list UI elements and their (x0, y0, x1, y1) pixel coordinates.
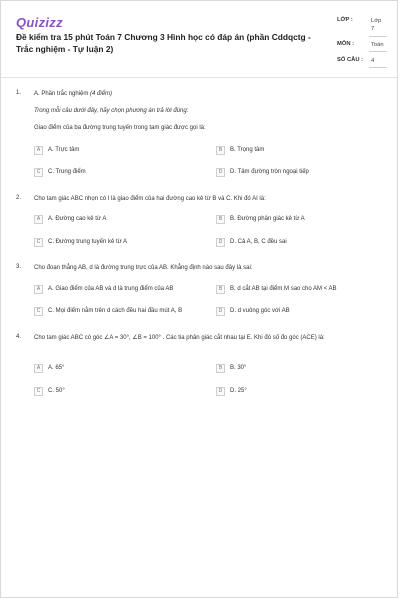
question-text: Cho tam giác ABC nhọn có I là giao điểm của hai đường cao kẻ từ B và C. Khi đó AI là: (34, 196, 266, 202)
option-key: A (34, 215, 43, 224)
option-b[interactable] (216, 213, 391, 225)
option-c[interactable] (34, 236, 209, 248)
meta-subject-value: Toán (371, 42, 384, 48)
option-c[interactable] (34, 305, 209, 317)
option-b[interactable] (216, 144, 391, 156)
option-a[interactable] (34, 362, 209, 374)
option-d[interactable] (216, 236, 391, 248)
section-note: (4 điểm) (90, 91, 113, 97)
meta-class-line (369, 36, 387, 37)
question-text: Cho tam giác ABC có góc ∠A = 30°, ∠B = 100° . Các tia phân giác cắt nhau tại E. Khi đó số đo góc (ACE) là: (34, 335, 325, 341)
meta-subject-label: MÔN : (337, 41, 355, 47)
question-number: 3. (16, 264, 22, 270)
meta-count-line (369, 67, 387, 68)
option-key: D (216, 168, 225, 177)
option-d[interactable] (216, 166, 391, 178)
option-key: C (34, 387, 43, 396)
question-text: Giao điểm của ba đường trung tuyến trong tam giác được gọi là: (34, 125, 206, 131)
section-heading (34, 90, 386, 99)
option-key: B (216, 364, 225, 373)
option-text: A. 65° (48, 365, 65, 371)
option-text: C. Mọi điểm nằm trên d cách đều hai đầu mút A, B (48, 308, 183, 314)
option-key: B (216, 146, 225, 155)
question-number: 1. (16, 90, 22, 96)
meta-count-value: 4 (371, 58, 375, 64)
option-key: D (216, 238, 225, 247)
option-text: A. Giao điểm của AB và d là trung điểm của AB (48, 286, 174, 292)
option-key: B (216, 285, 225, 294)
option-text: C. Đường trung tuyến kẻ từ A (48, 239, 128, 245)
option-key: A (34, 364, 43, 373)
option-c[interactable] (34, 385, 209, 397)
option-text: B. 30° (230, 365, 247, 371)
option-c[interactable] (34, 166, 209, 178)
question-text: Cho đoạn thẳng AB, d là đường trung trực của AB. Khẳng định nào sau đây là sai: (34, 265, 253, 271)
worksheet-header (1, 1, 397, 73)
question-number: 2. (16, 195, 22, 201)
option-text: D. Cả A, B, C đều sai (230, 239, 287, 245)
option-key: C (34, 168, 43, 177)
option-text: A. Trực tâm (48, 147, 80, 153)
meta-count-label: SỐ CÂU : (337, 57, 364, 63)
option-key: A (34, 146, 43, 155)
meta-class-value: Lớp 7 (371, 18, 382, 32)
question-number: 4. (16, 334, 22, 340)
meta-class-label: LỚP : (337, 17, 353, 23)
option-b[interactable] (216, 362, 391, 374)
option-key: D (216, 307, 225, 316)
option-text: B. Trọng tâm (230, 147, 265, 153)
option-text: B. Đường phân giác kẻ từ A (230, 216, 305, 222)
option-text: C. 50° (48, 388, 65, 394)
option-text: D. d vuông góc với AB (230, 308, 290, 314)
option-a[interactable] (34, 144, 209, 156)
option-key: A (34, 285, 43, 294)
option-key: C (34, 238, 43, 247)
meta-subject-line (369, 51, 387, 52)
instruction-text: Trong mỗi câu dưới đây, hãy chọn phương án trả lời đúng: (34, 108, 189, 114)
option-text: D. Tâm đường tròn ngoại tiếp (230, 169, 309, 175)
option-d[interactable] (216, 385, 391, 397)
option-text: B. d cắt AB tại điểm M sao cho AM < AB (230, 286, 337, 292)
option-a[interactable] (34, 283, 209, 295)
worksheet-title: Đề kiểm tra 15 phút Toán 7 Chương 3 Hình học có đáp án (phần Cddqctg - Trắc nghiệm - Tự luận 2) (16, 32, 311, 54)
option-text: A. Đường cao kẻ từ A (48, 216, 107, 222)
option-d[interactable] (216, 305, 391, 317)
header-divider (1, 77, 397, 78)
quizizz-logo: Quizizz (16, 15, 63, 30)
option-a[interactable] (34, 213, 209, 225)
option-key: C (34, 307, 43, 316)
option-text: C. Trung điểm (48, 169, 86, 175)
option-key: D (216, 387, 225, 396)
option-text: D. 25° (230, 388, 247, 394)
option-key: B (216, 215, 225, 224)
section-title: A. Phần trắc nghiệm (34, 91, 89, 97)
option-b[interactable] (216, 283, 391, 295)
